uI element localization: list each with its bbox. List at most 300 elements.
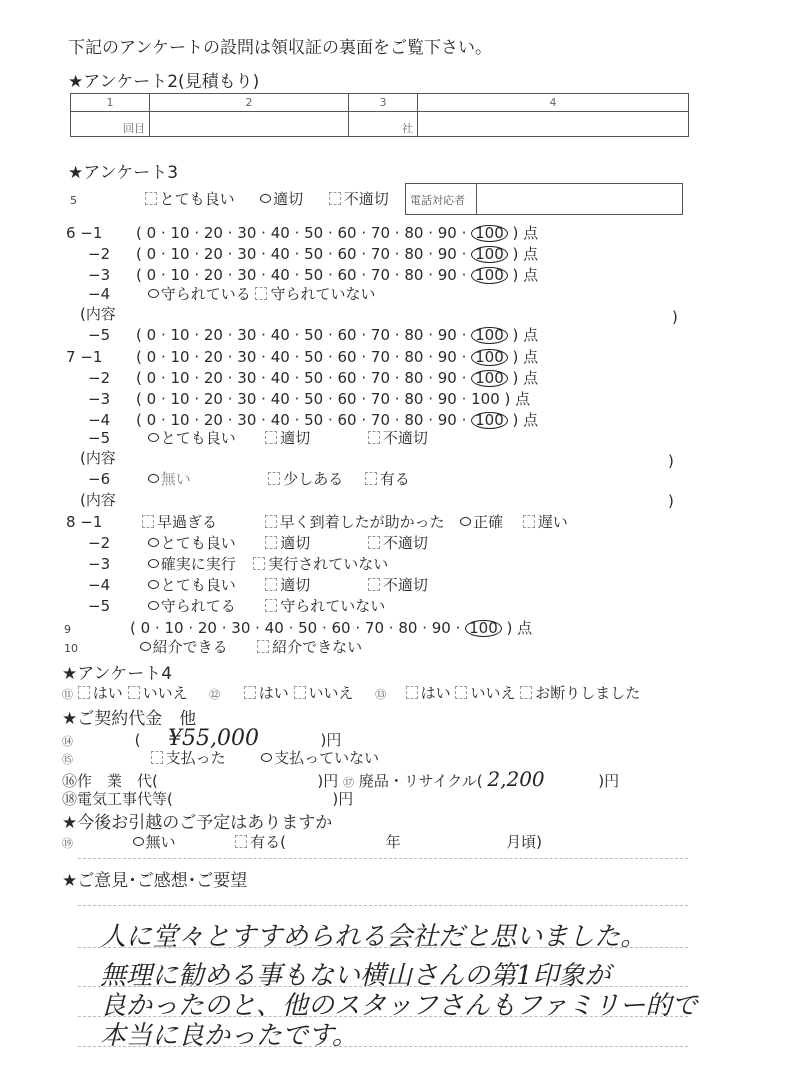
separator-dot: · xyxy=(356,266,371,284)
scale-option-50[interactable]: 50 xyxy=(304,390,324,408)
scale-option-20[interactable]: 20 xyxy=(203,369,223,387)
q13-no: いいえ xyxy=(470,684,516,702)
q19-year: 年 xyxy=(385,833,401,851)
q7-3-scale-row xyxy=(88,388,530,409)
q8-4-opt3: 不適切 xyxy=(382,576,428,594)
q7-6-number: −6 xyxy=(88,470,111,488)
scale-option-30[interactable]: 30 xyxy=(237,224,257,242)
separator-dot: · xyxy=(150,619,165,637)
q3-title: ★アンケート3 xyxy=(68,163,179,183)
scale-option-70[interactable]: 70 xyxy=(370,411,391,429)
separator-dot: · xyxy=(189,245,204,263)
scale-option-70[interactable]: 70 xyxy=(370,245,391,263)
scale-option-50[interactable]: 50 xyxy=(304,326,324,344)
q7-6-opt3: 有る xyxy=(379,470,410,488)
paren-open: ( xyxy=(136,224,147,242)
separator-dot: · xyxy=(256,411,271,429)
points-unit: 点 xyxy=(523,245,539,263)
scale-option-20[interactable]: 20 xyxy=(203,326,223,344)
separator-dot: · xyxy=(390,266,405,284)
q15-number: ⑮ xyxy=(62,753,73,766)
separator-dot: · xyxy=(390,348,405,366)
paren-close: ) xyxy=(507,224,524,242)
circle-mark-icon xyxy=(148,433,159,442)
scale-option-80[interactable]: 80 xyxy=(404,411,424,429)
scale-option-50[interactable]: 50 xyxy=(298,619,318,637)
checkbox-icon[interactable] xyxy=(142,515,154,528)
scale-option-20[interactable]: 20 xyxy=(203,245,223,263)
q2-cell-4 xyxy=(418,112,689,137)
scale-option-10[interactable]: 10 xyxy=(170,411,190,429)
checkbox-icon[interactable] xyxy=(78,686,90,699)
q2-cell-companies: 社 xyxy=(349,112,418,137)
scale-option-10[interactable]: 10 xyxy=(170,348,190,366)
scale-option-70[interactable]: 70 xyxy=(370,390,391,408)
q8-2-opt1: とても良い xyxy=(160,534,236,552)
separator-dot: · xyxy=(156,411,171,429)
scale-option-100[interactable]: 100 xyxy=(471,412,508,429)
q8-2-row xyxy=(88,532,428,553)
q17-amount: 2,200 xyxy=(487,767,545,791)
scale-option-100[interactable]: 100 xyxy=(471,349,508,366)
move-title: ★今後お引越のご予定はありますか xyxy=(62,813,333,833)
checkbox-icon[interactable] xyxy=(145,192,157,205)
scale-option-20[interactable]: 20 xyxy=(203,411,223,429)
separator-dot: · xyxy=(289,411,305,429)
separator-dot: · xyxy=(289,224,305,242)
q12-no: いいえ xyxy=(308,684,354,702)
checkbox-icon[interactable] xyxy=(265,536,277,549)
scale-option-20[interactable]: 20 xyxy=(203,390,223,408)
q9-number: 9 xyxy=(64,623,71,636)
scale-option-50[interactable]: 50 xyxy=(304,411,324,429)
scale-option-80[interactable]: 80 xyxy=(404,369,424,387)
scale-option-60[interactable]: 60 xyxy=(337,369,357,387)
q2-header-1: 1 xyxy=(71,94,150,112)
scale-option-100[interactable]: 100 xyxy=(471,225,508,242)
separator-dot: · xyxy=(456,266,472,284)
separator-dot: · xyxy=(289,348,305,366)
paren-open: ( xyxy=(136,348,147,366)
q6-5-scale-row xyxy=(88,324,538,345)
scale-option-40[interactable]: 40 xyxy=(270,245,290,263)
separator-dot: · xyxy=(323,224,338,242)
scale-option-0[interactable]: 0 xyxy=(146,348,157,366)
paren-close: ) xyxy=(499,390,516,408)
intro-text: 下記のアンケートの設問は領収証の裏面をご覧下さい。 xyxy=(68,38,492,58)
scale-option-40[interactable]: 40 xyxy=(264,619,284,637)
q6-5-number: −5 xyxy=(88,326,111,344)
scale-option-100[interactable]: 100 xyxy=(471,267,508,284)
q19-none: 無い xyxy=(145,833,176,851)
separator-dot: · xyxy=(456,390,472,408)
scale-option-100[interactable]: 100 xyxy=(465,620,502,637)
separator-dot: · xyxy=(390,245,405,263)
scale-option-0[interactable]: 0 xyxy=(146,326,157,344)
scale-option-50[interactable]: 50 xyxy=(304,348,324,366)
circle-mark-icon xyxy=(133,837,144,846)
checkbox-icon[interactable] xyxy=(268,472,280,485)
separator-dot: · xyxy=(423,390,438,408)
q8-5-number: −5 xyxy=(88,597,111,615)
separator-dot: · xyxy=(222,411,238,429)
separator-dot: · xyxy=(189,266,204,284)
points-unit: 点 xyxy=(523,411,539,429)
separator-dot: · xyxy=(189,369,204,387)
points-unit: 点 xyxy=(517,619,533,637)
scale-option-30[interactable]: 30 xyxy=(237,411,257,429)
scale-option-10[interactable]: 10 xyxy=(170,266,190,284)
scale-option-90[interactable]: 90 xyxy=(437,411,457,429)
separator-dot: · xyxy=(256,348,271,366)
q17-yen: )円 xyxy=(598,772,620,790)
scale-option-90[interactable]: 90 xyxy=(437,369,457,387)
paren-open: ( xyxy=(136,326,147,344)
q8-4-row xyxy=(88,574,428,595)
checkbox-icon[interactable] xyxy=(523,515,535,528)
q13-decline: お断りしました xyxy=(535,684,641,702)
q14-paren: ( xyxy=(134,731,141,749)
q8-3-opt2: 実行されていない xyxy=(268,555,389,573)
scale-option-90[interactable]: 90 xyxy=(437,224,457,242)
scale-option-60[interactable]: 60 xyxy=(337,266,357,284)
q2-estimate-table xyxy=(70,93,689,137)
scale-option-30[interactable]: 30 xyxy=(237,266,257,284)
points-unit: 点 xyxy=(523,369,539,387)
checkbox-icon[interactable] xyxy=(265,578,277,591)
q19-number: ⑲ xyxy=(62,837,73,850)
separator-dot: · xyxy=(256,266,271,284)
q8-1-opt4: 遅い xyxy=(537,513,568,531)
checkbox-icon[interactable] xyxy=(265,431,277,444)
scale-option-20[interactable]: 20 xyxy=(203,224,223,242)
circle-mark-icon xyxy=(148,601,159,610)
paren-open: ( xyxy=(136,245,147,263)
q5-opt-very-good: とても良い xyxy=(159,190,235,208)
ruled-line xyxy=(78,947,688,948)
checkbox-icon[interactable] xyxy=(253,557,265,570)
q7-5-number: −5 xyxy=(88,429,111,447)
separator-dot: · xyxy=(289,245,305,263)
separator-dot: · xyxy=(222,369,238,387)
q6-2-number: −2 xyxy=(88,245,111,263)
q8-1-opt2: 早く到着したが助かった xyxy=(279,513,445,531)
q6-1-number: 6 −1 xyxy=(66,224,103,242)
separator-dot: · xyxy=(323,326,338,344)
contract-amount: ¥55,000 xyxy=(167,726,259,751)
checkbox-icon[interactable] xyxy=(255,287,267,300)
separator-dot: · xyxy=(289,390,305,408)
separator-dot: · xyxy=(156,326,171,344)
checkbox-icon[interactable] xyxy=(128,686,140,699)
scale-option-80[interactable]: 80 xyxy=(404,245,424,263)
scale-option-70[interactable]: 70 xyxy=(370,266,391,284)
scale-option-80[interactable]: 80 xyxy=(404,390,424,408)
scale-option-0[interactable]: 0 xyxy=(146,369,157,387)
q10-opt1: 紹介できる xyxy=(152,638,228,656)
circle-mark-icon xyxy=(460,517,471,526)
q6-4-content-label: (内容 xyxy=(80,305,116,323)
paren-close: ) xyxy=(507,266,524,284)
scale-option-30[interactable]: 30 xyxy=(237,326,257,344)
scale-option-0[interactable]: 0 xyxy=(140,619,151,637)
scale-option-90[interactable]: 90 xyxy=(437,326,457,344)
scale-option-100[interactable]: 100 xyxy=(471,390,500,408)
separator-dot: · xyxy=(156,369,171,387)
scale-option-20[interactable]: 20 xyxy=(203,266,223,284)
scale-option-100[interactable]: 100 xyxy=(471,327,508,344)
separator-dot: · xyxy=(283,619,299,637)
q7-6-content-label: (内容 xyxy=(80,491,116,509)
scale-option-30[interactable]: 30 xyxy=(231,619,251,637)
points-unit: 点 xyxy=(523,266,539,284)
q7-5-row xyxy=(88,427,428,448)
separator-dot: · xyxy=(356,390,371,408)
separator-dot: · xyxy=(156,348,171,366)
points-unit: 点 xyxy=(523,326,539,344)
q5-number: 5 xyxy=(70,194,77,207)
q17-label: 廃品・リサイクル( xyxy=(358,772,483,790)
q11-yes: はい xyxy=(92,684,123,702)
phone-responder-box[interactable] xyxy=(405,183,683,215)
scale-option-60[interactable]: 60 xyxy=(337,411,357,429)
separator-dot: · xyxy=(350,619,365,637)
q16-yen: )円 xyxy=(317,772,339,790)
scale-option-40[interactable]: 40 xyxy=(270,266,290,284)
q13-number: ⑬ xyxy=(375,688,387,701)
paren-close: ) xyxy=(507,369,524,387)
scale-option-40[interactable]: 40 xyxy=(270,411,290,429)
q7-5-content-label: (内容 xyxy=(80,449,116,467)
points-unit: 点 xyxy=(523,348,539,366)
scale-option-80[interactable]: 80 xyxy=(404,348,424,366)
separator-dot: · xyxy=(289,326,305,344)
separator-dot: · xyxy=(390,326,405,344)
q6-4-opt1: 守られている xyxy=(160,285,251,303)
ruled-line xyxy=(78,905,688,906)
scale-option-0[interactable]: 0 xyxy=(146,245,157,263)
scale-option-50[interactable]: 50 xyxy=(304,369,324,387)
q12-yes: はい xyxy=(258,684,289,702)
separator-dot: · xyxy=(323,390,338,408)
comment-line-3: 良かったのと、他のスタッフさんもファミリー的で xyxy=(100,991,698,1021)
q7-5-opt3: 不適切 xyxy=(382,429,428,447)
scale-option-40[interactable]: 40 xyxy=(270,369,290,387)
q18-yen: )円 xyxy=(332,790,354,808)
q7-5-opt1: とても良い xyxy=(160,429,236,447)
checkbox-icon[interactable] xyxy=(368,578,380,591)
circle-mark-icon xyxy=(148,580,159,589)
scale-option-60[interactable]: 60 xyxy=(337,390,357,408)
separator-dot: · xyxy=(384,619,399,637)
checkbox-icon[interactable] xyxy=(406,686,418,699)
separator-dot: · xyxy=(189,411,204,429)
comment-line-2: 無理に勧める事もない横山さんの第1印象が xyxy=(100,961,611,991)
checkbox-icon[interactable] xyxy=(365,472,377,485)
q6-4-row xyxy=(88,283,376,304)
q16-label: ⑯作 業 代( xyxy=(62,772,158,790)
scale-option-10[interactable]: 10 xyxy=(170,224,190,242)
scale-option-50[interactable]: 50 xyxy=(304,245,324,263)
scale-option-40[interactable]: 40 xyxy=(270,326,290,344)
separator-dot: · xyxy=(456,369,472,387)
q2-cell-times: 回目 xyxy=(71,112,150,137)
separator-dot: · xyxy=(289,266,305,284)
q4-title: ★アンケート4 xyxy=(62,664,173,684)
scale-option-70[interactable]: 70 xyxy=(370,224,391,242)
scale-option-50[interactable]: 50 xyxy=(304,224,324,242)
q10-opt2: 紹介できない xyxy=(272,638,363,656)
q4-row xyxy=(62,682,640,703)
separator-dot: · xyxy=(156,266,171,284)
scale-option-40[interactable]: 40 xyxy=(270,390,290,408)
separator-dot: · xyxy=(222,326,238,344)
scale-option-30[interactable]: 30 xyxy=(237,390,257,408)
q8-5-row xyxy=(88,595,385,616)
q8-2-opt2: 適切 xyxy=(280,534,311,552)
scale-option-30[interactable]: 30 xyxy=(237,348,257,366)
separator-dot: · xyxy=(456,411,472,429)
scale-option-30[interactable]: 30 xyxy=(237,245,257,263)
separator-dot: · xyxy=(250,619,265,637)
q7-4-number: −4 xyxy=(88,411,111,429)
paren-close: ) xyxy=(507,348,524,366)
ruled-line xyxy=(78,1046,688,1047)
q7-5-content-close: ) xyxy=(668,452,674,470)
scale-option-0[interactable]: 0 xyxy=(146,224,157,242)
q6-4-number: −4 xyxy=(88,285,111,303)
circle-mark-icon xyxy=(261,753,272,762)
scale-option-60[interactable]: 60 xyxy=(337,348,357,366)
separator-dot: · xyxy=(423,411,438,429)
paren-open: ( xyxy=(130,619,141,637)
separator-dot: · xyxy=(450,619,466,637)
scale-option-30[interactable]: 30 xyxy=(237,369,257,387)
scale-option-90[interactable]: 90 xyxy=(431,619,451,637)
scale-option-60[interactable]: 60 xyxy=(337,224,357,242)
scale-option-0[interactable]: 0 xyxy=(146,266,157,284)
scale-option-10[interactable]: 10 xyxy=(170,390,190,408)
scale-option-90[interactable]: 90 xyxy=(437,348,457,366)
separator-dot: · xyxy=(356,369,371,387)
paren-close: ) xyxy=(507,411,524,429)
scale-option-10[interactable]: 10 xyxy=(170,245,190,263)
checkbox-icon[interactable] xyxy=(329,192,341,205)
scale-option-70[interactable]: 70 xyxy=(364,619,385,637)
separator-dot: · xyxy=(189,390,204,408)
q11-number: ⑪ xyxy=(62,688,73,701)
q8-1-opt1: 早過ぎる xyxy=(157,513,218,531)
scale-option-20[interactable]: 20 xyxy=(197,619,217,637)
checkbox-icon[interactable] xyxy=(151,751,163,764)
q10-number: 10 xyxy=(64,642,78,655)
separator-dot: · xyxy=(289,369,305,387)
scale-option-0[interactable]: 0 xyxy=(146,411,157,429)
scale-option-80[interactable]: 80 xyxy=(398,619,418,637)
scale-option-70[interactable]: 70 xyxy=(370,369,391,387)
checkbox-icon[interactable] xyxy=(265,515,277,528)
scale-option-60[interactable]: 60 xyxy=(337,326,357,344)
separator-dot: · xyxy=(423,348,438,366)
separator-dot: · xyxy=(456,326,472,344)
scale-option-60[interactable]: 60 xyxy=(337,245,357,263)
opinion-title: ★ご意見･ご感想･ご要望 xyxy=(62,871,248,891)
separator-dot: · xyxy=(222,266,238,284)
scale-option-90[interactable]: 90 xyxy=(437,390,457,408)
q7-5-opt2: 適切 xyxy=(280,429,311,447)
q8-1-opt3: 正確 xyxy=(473,513,504,531)
separator-dot: · xyxy=(323,245,338,263)
separator-dot: · xyxy=(189,326,204,344)
scale-option-70[interactable]: 70 xyxy=(370,326,391,344)
q2-cell-2 xyxy=(150,112,349,137)
checkbox-icon[interactable] xyxy=(368,431,380,444)
checkbox-icon[interactable] xyxy=(294,686,306,699)
separator-dot: · xyxy=(189,224,204,242)
scale-option-70[interactable]: 70 xyxy=(370,348,391,366)
scale-option-20[interactable]: 20 xyxy=(203,348,223,366)
separator-dot: · xyxy=(256,369,271,387)
scale-option-0[interactable]: 0 xyxy=(146,390,157,408)
q6-3-scale-row xyxy=(88,264,538,285)
scale-option-50[interactable]: 50 xyxy=(304,266,324,284)
separator-dot: · xyxy=(156,245,171,263)
circle-mark-icon xyxy=(148,559,159,568)
checkbox-icon[interactable] xyxy=(265,599,277,612)
q7-6-content-close: ) xyxy=(668,492,674,510)
q7-1-scale-row xyxy=(66,346,538,367)
checkbox-icon[interactable] xyxy=(520,686,532,699)
circle-mark-icon xyxy=(148,474,159,483)
q8-3-row xyxy=(88,553,388,574)
scale-option-80[interactable]: 80 xyxy=(404,266,424,284)
q7-2-number: −2 xyxy=(88,369,111,387)
circle-mark-icon xyxy=(148,538,159,547)
q6-4-content-close: ) xyxy=(672,308,678,326)
checkbox-icon[interactable] xyxy=(235,835,247,848)
comment-line-4: 本当に良かったです。 xyxy=(100,1021,358,1051)
points-unit: 点 xyxy=(515,390,531,408)
separator-dot: · xyxy=(189,348,204,366)
paren-open: ( xyxy=(136,369,147,387)
scale-option-40[interactable]: 40 xyxy=(270,348,290,366)
scale-option-40[interactable]: 40 xyxy=(270,224,290,242)
q14-number: ⑭ xyxy=(62,735,73,748)
scale-option-10[interactable]: 10 xyxy=(164,619,184,637)
separator-dot: · xyxy=(256,390,271,408)
scale-option-100[interactable]: 100 xyxy=(471,370,508,387)
checkbox-icon[interactable] xyxy=(244,686,256,699)
separator-dot: · xyxy=(256,224,271,242)
checkbox-icon[interactable] xyxy=(257,640,269,653)
checkbox-icon[interactable] xyxy=(455,686,467,699)
q19-row xyxy=(62,831,542,852)
scale-option-60[interactable]: 60 xyxy=(331,619,351,637)
scale-option-90[interactable]: 90 xyxy=(437,266,457,284)
circle-mark-icon xyxy=(140,642,151,651)
scale-option-90[interactable]: 90 xyxy=(437,245,457,263)
separator-dot: · xyxy=(222,348,238,366)
scale-option-100[interactable]: 100 xyxy=(471,246,508,263)
q8-3-opt1: 確実に実行 xyxy=(160,555,236,573)
checkbox-icon[interactable] xyxy=(368,536,380,549)
scale-option-10[interactable]: 10 xyxy=(170,369,190,387)
scale-option-10[interactable]: 10 xyxy=(170,326,190,344)
scale-option-80[interactable]: 80 xyxy=(404,224,424,242)
separator-dot: · xyxy=(222,245,238,263)
scale-option-80[interactable]: 80 xyxy=(404,326,424,344)
separator-dot: · xyxy=(323,369,338,387)
